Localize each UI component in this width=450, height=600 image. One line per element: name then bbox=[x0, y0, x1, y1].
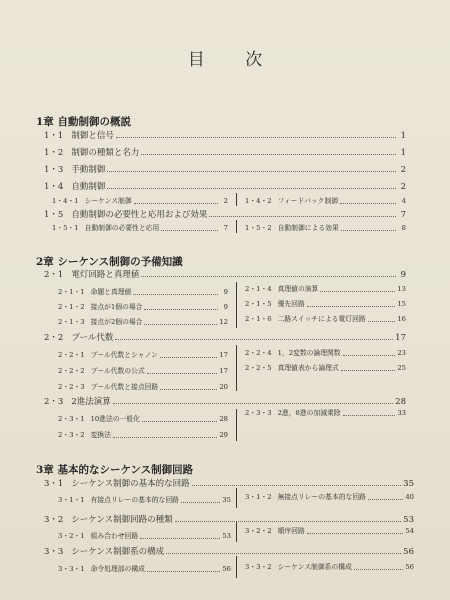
page-title-char: 目 bbox=[187, 50, 205, 70]
section-number: 1・3 bbox=[44, 165, 64, 175]
toc-subsection[interactable] bbox=[58, 286, 228, 297]
subsection-title: シーケンス制御 bbox=[84, 197, 132, 205]
leader-dots bbox=[144, 323, 217, 325]
subsection-page: 54 bbox=[405, 527, 414, 535]
subsection-number: 1・5・1 bbox=[52, 224, 79, 232]
subsection-title: シーケンス制御系の構成 bbox=[277, 563, 352, 571]
subsection-number: 2・3・3 bbox=[245, 409, 272, 417]
leader-dots bbox=[141, 275, 396, 277]
subsection-number: 2・2・4 bbox=[245, 349, 272, 357]
leader-dots bbox=[107, 187, 396, 189]
toc-subsection[interactable] bbox=[245, 313, 406, 324]
toc-subsection[interactable] bbox=[58, 301, 228, 312]
subsection-page: 53 bbox=[222, 532, 231, 540]
subsection-number: 3・1・1 bbox=[58, 496, 85, 504]
subsection-page: 29 bbox=[219, 431, 228, 439]
section-title: ブール代数 bbox=[71, 333, 114, 343]
subsection-title: 真理値の演算 bbox=[277, 285, 319, 293]
toc-subsection[interactable] bbox=[58, 365, 228, 376]
subsection-title: 命令処理部の構成 bbox=[90, 565, 145, 573]
toc-subsection[interactable] bbox=[58, 530, 231, 541]
subsection-page: 40 bbox=[405, 493, 414, 501]
section-title: 自動制御 bbox=[71, 182, 106, 192]
leader-dots bbox=[160, 388, 217, 390]
subsection-page: 23 bbox=[397, 349, 406, 357]
column-divider bbox=[236, 522, 237, 542]
page-title-char: 次 bbox=[245, 50, 263, 70]
subsection-title: 自動制御による効果 bbox=[277, 224, 339, 232]
leader-dots bbox=[141, 153, 396, 155]
toc-subsection[interactable] bbox=[245, 195, 406, 206]
toc-section[interactable] bbox=[44, 395, 406, 407]
leader-dots bbox=[192, 484, 402, 486]
column-divider bbox=[236, 345, 237, 391]
section-page: 2 bbox=[400, 182, 406, 192]
section-number: 2・2 bbox=[44, 333, 64, 343]
subsection-number: 2・1・1 bbox=[58, 288, 85, 296]
toc-subsection[interactable] bbox=[245, 525, 414, 536]
leader-dots bbox=[160, 356, 218, 358]
subsection-page: 28 bbox=[219, 415, 228, 423]
column-divider bbox=[236, 488, 237, 508]
subsection-page: 20 bbox=[219, 383, 228, 391]
toc-subsection[interactable] bbox=[52, 195, 228, 206]
subsection-page: 13 bbox=[397, 285, 406, 293]
subsection-number: 3・3・2 bbox=[245, 563, 272, 571]
leader-dots bbox=[307, 532, 404, 534]
subsection-title: 接点が2個の場合 bbox=[90, 318, 143, 326]
subsection-title: 真理値表から論理式 bbox=[277, 364, 339, 372]
subsection-page: 9 bbox=[223, 288, 228, 296]
subsection-page: 15 bbox=[397, 300, 406, 308]
subsection-number: 2・2・2 bbox=[58, 367, 85, 375]
column-divider bbox=[236, 556, 237, 578]
subsection-title: 有接点リレーの基本的な回路 bbox=[90, 496, 179, 504]
subsection-page: 2 bbox=[223, 197, 228, 205]
subsection-page: 25 bbox=[397, 364, 406, 372]
section-number: 1・5 bbox=[44, 210, 64, 220]
toc-subsection[interactable] bbox=[245, 298, 406, 309]
section-page: 9 bbox=[400, 270, 406, 280]
subsection-page: 7 bbox=[223, 224, 228, 232]
leader-dots bbox=[343, 414, 396, 416]
leader-dots bbox=[343, 354, 396, 356]
leader-dots bbox=[134, 202, 218, 204]
toc-subsection[interactable] bbox=[245, 222, 406, 233]
leader-dots bbox=[341, 369, 396, 371]
subsection-number: 2・3・2 bbox=[58, 431, 85, 439]
leader-dots bbox=[142, 420, 217, 422]
leader-dots bbox=[144, 308, 218, 310]
leader-dots bbox=[354, 568, 404, 570]
subsection-title: ブール代数とシャノン bbox=[90, 351, 158, 359]
subsection-number: 2・2・3 bbox=[58, 383, 85, 391]
subsection-number: 2・1・2 bbox=[58, 303, 85, 311]
toc-section[interactable] bbox=[44, 180, 406, 192]
toc-subsection[interactable] bbox=[58, 349, 228, 360]
leader-dots bbox=[175, 520, 402, 522]
toc-section[interactable] bbox=[44, 146, 406, 158]
toc-subsection[interactable] bbox=[58, 494, 231, 505]
column-divider bbox=[236, 220, 237, 233]
section-page: 7 bbox=[400, 210, 406, 220]
toc-section[interactable] bbox=[44, 208, 406, 220]
toc-section[interactable] bbox=[44, 513, 414, 525]
toc-subsection[interactable] bbox=[245, 561, 414, 572]
toc-subsection[interactable] bbox=[58, 563, 231, 574]
leader-dots bbox=[115, 338, 393, 340]
chapter-heading: 2章 シーケンス制御の予備知識 bbox=[36, 256, 183, 268]
subsection-number: 1・4・1 bbox=[52, 197, 79, 205]
section-page: 56 bbox=[403, 547, 414, 557]
section-title: 自動制御の必要性と応用および効果 bbox=[71, 210, 208, 220]
subsection-title: 変換法 bbox=[90, 431, 111, 439]
toc-section[interactable] bbox=[44, 545, 414, 557]
subsection-number: 2・2・5 bbox=[245, 364, 272, 372]
section-page: 2 bbox=[400, 165, 406, 175]
subsection-page: 56 bbox=[222, 565, 231, 573]
section-title: 制御の種類と名力 bbox=[71, 148, 140, 158]
subsection-title: 接点が1個の場合 bbox=[90, 303, 143, 311]
subsection-title: ブール代数と接点回路 bbox=[90, 383, 159, 391]
subsection-title: フィードバック制御 bbox=[277, 197, 339, 205]
subsection-page: 8 bbox=[401, 224, 406, 232]
toc-section[interactable] bbox=[44, 129, 406, 141]
subsection-page: 16 bbox=[397, 315, 406, 323]
section-page: 17 bbox=[395, 333, 406, 343]
leader-dots bbox=[307, 305, 396, 307]
section-number: 2・3 bbox=[44, 397, 64, 407]
leader-dots bbox=[113, 436, 217, 438]
leader-dots bbox=[320, 290, 395, 292]
subsection-title: ブール代数の公式 bbox=[90, 367, 145, 375]
section-number: 2・1 bbox=[44, 270, 64, 280]
subsection-page: 12 bbox=[219, 318, 228, 326]
subsection-page: 56 bbox=[405, 563, 414, 571]
section-page: 1 bbox=[400, 148, 406, 158]
toc-subsection[interactable] bbox=[58, 413, 228, 424]
toc-section[interactable] bbox=[44, 477, 414, 489]
section-title: 電灯回路と真理値 bbox=[71, 270, 140, 280]
subsection-page: 33 bbox=[397, 409, 406, 417]
toc-section[interactable] bbox=[44, 163, 406, 175]
subsection-title: 優先回路 bbox=[277, 300, 305, 308]
toc-subsection[interactable] bbox=[58, 429, 228, 440]
column-divider bbox=[236, 282, 237, 328]
section-title: シーケンス制御回路の種類 bbox=[71, 515, 173, 525]
leader-dots bbox=[147, 372, 218, 374]
subsection-title: 命題と真理値 bbox=[90, 288, 132, 296]
toc-subsection[interactable] bbox=[52, 222, 228, 233]
section-number: 3・3 bbox=[44, 547, 64, 557]
column-divider bbox=[236, 193, 237, 206]
section-page: 28 bbox=[395, 397, 406, 407]
subsection-title: 二路スイッチによる電灯回路 bbox=[277, 315, 366, 323]
chapter-heading: 1章 自動制御の概説 bbox=[36, 116, 131, 128]
section-number: 1・2 bbox=[44, 148, 64, 158]
leader-dots bbox=[133, 293, 218, 295]
leader-dots bbox=[140, 537, 220, 539]
toc-subsection[interactable] bbox=[245, 347, 406, 358]
section-title: 手動制御 bbox=[71, 165, 106, 175]
subsection-page: 17 bbox=[219, 351, 228, 359]
section-number: 3・1 bbox=[44, 479, 64, 489]
subsection-number: 3・2・2 bbox=[245, 527, 272, 535]
leader-dots bbox=[166, 552, 401, 554]
section-page: 53 bbox=[403, 515, 414, 525]
subsection-title: 1，2変数の論理関数 bbox=[277, 349, 341, 357]
toc-subsection[interactable] bbox=[245, 283, 406, 294]
leader-dots bbox=[340, 202, 396, 204]
section-number: 3・2 bbox=[44, 515, 64, 525]
toc-section[interactable] bbox=[44, 268, 406, 280]
subsection-number: 2・1・6 bbox=[245, 315, 272, 323]
toc-subsection[interactable] bbox=[58, 316, 228, 327]
subsection-title: 10進法の一般化 bbox=[90, 415, 141, 423]
leader-dots bbox=[116, 136, 396, 138]
subsection-title: 組み合わせ回路 bbox=[90, 532, 139, 540]
subsection-page: 9 bbox=[223, 303, 228, 311]
section-number: 1・1 bbox=[44, 131, 64, 141]
section-title: シーケンス制御系の構成 bbox=[71, 547, 165, 557]
column-divider bbox=[236, 409, 237, 441]
subsection-title: 自動制御の必要性と応用 bbox=[84, 224, 160, 232]
section-title: 2進法演算 bbox=[71, 397, 111, 407]
toc-subsection[interactable] bbox=[245, 407, 406, 418]
leader-dots bbox=[209, 215, 396, 217]
leader-dots bbox=[161, 229, 218, 231]
section-number: 1・4 bbox=[44, 182, 64, 192]
subsection-number: 2・1・3 bbox=[58, 318, 85, 326]
subsection-number: 2・1・5 bbox=[245, 300, 272, 308]
leader-dots bbox=[341, 229, 396, 231]
chapter-heading: 3章 基本的なシーケンス制御回路 bbox=[36, 464, 194, 476]
subsection-number: 2・1・4 bbox=[245, 285, 272, 293]
section-title: 制御と信号 bbox=[71, 131, 114, 141]
subsection-title: 2進，8進の加減乗除 bbox=[277, 409, 341, 417]
toc-subsection[interactable] bbox=[245, 362, 406, 373]
subsection-number: 2・3・1 bbox=[58, 415, 85, 423]
subsection-number: 3・1・2 bbox=[245, 493, 272, 501]
subsection-number: 3・2・1 bbox=[58, 532, 85, 540]
leader-dots bbox=[368, 498, 403, 500]
subsection-page: 17 bbox=[219, 367, 228, 375]
subsection-page: 35 bbox=[222, 496, 231, 504]
subsection-number: 1・4・2 bbox=[245, 197, 272, 205]
toc-section[interactable] bbox=[44, 331, 406, 343]
leader-dots bbox=[107, 170, 396, 172]
subsection-number: 2・2・1 bbox=[58, 351, 85, 359]
section-page: 1 bbox=[400, 131, 406, 141]
subsection-title: 順序回路 bbox=[277, 527, 305, 535]
subsection-number: 1・5・2 bbox=[245, 224, 272, 232]
section-title: シーケンス制御の基本的な回路 bbox=[71, 479, 190, 489]
subsection-title: 無接点リレーの基本的な回路 bbox=[277, 493, 366, 501]
leader-dots bbox=[368, 320, 396, 322]
subsection-page: 4 bbox=[401, 197, 406, 205]
leader-dots bbox=[113, 402, 393, 404]
toc-subsection[interactable] bbox=[245, 491, 414, 502]
toc-subsection[interactable] bbox=[58, 381, 228, 392]
subsection-number: 3・3・1 bbox=[58, 565, 85, 573]
section-page: 35 bbox=[403, 479, 414, 489]
leader-dots bbox=[181, 501, 220, 503]
leader-dots bbox=[147, 570, 220, 572]
